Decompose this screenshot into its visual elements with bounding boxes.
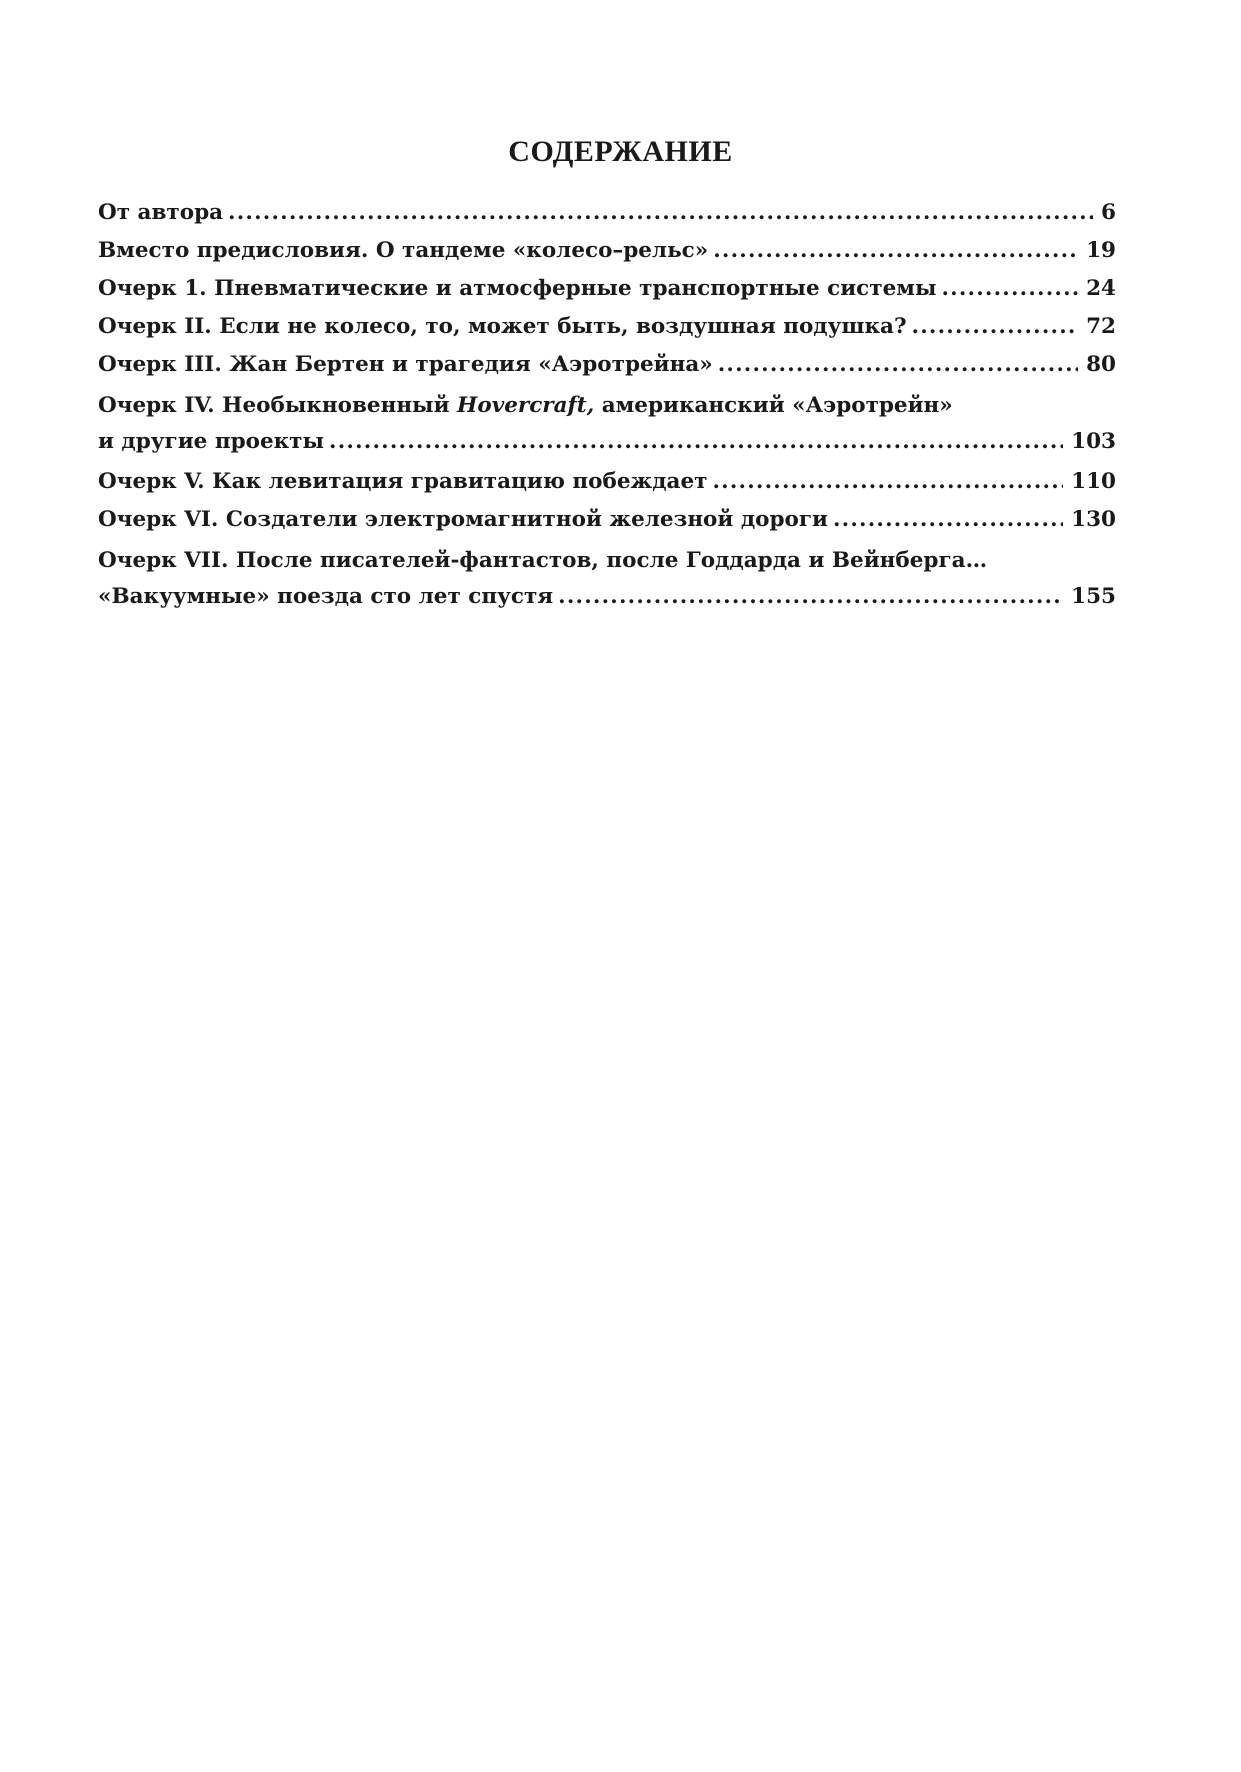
toc-entry-page: 24 xyxy=(1086,276,1116,301)
toc-entry-first-line: Очерк VII. После писателей-фантастов, после Годдарда и Вейнберга… xyxy=(98,548,988,573)
toc-entry-line xyxy=(98,426,1116,458)
toc-entry xyxy=(98,273,1116,305)
toc-entry-title: Очерк VI. Создатели электромагнитной железной дороги xyxy=(98,507,828,532)
toc-entry-line xyxy=(98,466,1116,498)
toc-entry-line xyxy=(98,311,1116,343)
toc-entry xyxy=(98,311,1116,343)
dot-leader xyxy=(718,349,1078,381)
page-title: СОДЕРЖАНИЕ xyxy=(508,135,733,168)
toc-entry-line xyxy=(98,349,1116,381)
dot-leader xyxy=(329,426,1063,458)
toc-entry xyxy=(98,349,1116,381)
dot-leader xyxy=(713,235,1078,267)
toc-entry-line xyxy=(98,273,1116,305)
toc-entry-title: Очерк II. Если не колесо, то, может быть, воздушная подушка? xyxy=(98,314,907,339)
toc-entry-line xyxy=(98,581,1116,613)
toc-entry-page: 130 xyxy=(1071,507,1116,532)
toc-entry-line xyxy=(98,504,1116,536)
toc-entry xyxy=(98,504,1116,536)
toc-entry-line xyxy=(98,235,1116,267)
toc-entry-page: 19 xyxy=(1086,238,1116,263)
dot-leader xyxy=(228,197,1093,229)
dot-leader xyxy=(558,581,1063,613)
toc-entry-page: 6 xyxy=(1101,200,1116,225)
toc-entry xyxy=(98,197,1116,229)
dot-leader xyxy=(712,466,1063,498)
toc-entry-title: и другие проекты xyxy=(98,429,325,454)
toc-entry-title: Очерк V. Как левитация гравитацию побеждает xyxy=(98,469,708,494)
dot-leader xyxy=(942,273,1079,305)
toc-entry-page: 110 xyxy=(1071,469,1116,494)
dot-leader xyxy=(912,311,1079,343)
toc-entry-page: 155 xyxy=(1071,584,1116,609)
table-of-contents xyxy=(98,197,1116,613)
toc-entry xyxy=(98,235,1116,267)
toc-entry-title: Очерк 1. Пневматические и атмосферные транспортные системы xyxy=(98,276,937,301)
toc-entry-title-part: американский «Аэротрейн» xyxy=(594,393,953,418)
toc-entry-page: 103 xyxy=(1071,429,1116,454)
dot-leader xyxy=(833,504,1063,536)
toc-entry-first-line xyxy=(98,390,1116,422)
toc-entry-title: От автора xyxy=(98,200,224,225)
toc-entry xyxy=(98,390,1116,458)
toc-entry-page: 80 xyxy=(1086,352,1116,377)
toc-entry-title-italic: Hovercraft, xyxy=(457,393,595,418)
toc-entry-title: «Вакуумные» поезда сто лет спустя xyxy=(98,584,554,609)
toc-entry xyxy=(98,466,1116,498)
toc-entry xyxy=(98,545,1116,613)
toc-entry-line xyxy=(98,197,1116,229)
toc-entry-page: 72 xyxy=(1086,314,1116,339)
toc-entry-title-part: Очерк IV. Необыкновенный xyxy=(98,393,458,418)
toc-entry-title: Очерк III. Жан Бертен и трагедия «Аэротрейна» xyxy=(98,352,713,377)
toc-entry-title: Вместо предисловия. О тандеме «колесо–рельс» xyxy=(98,238,709,263)
